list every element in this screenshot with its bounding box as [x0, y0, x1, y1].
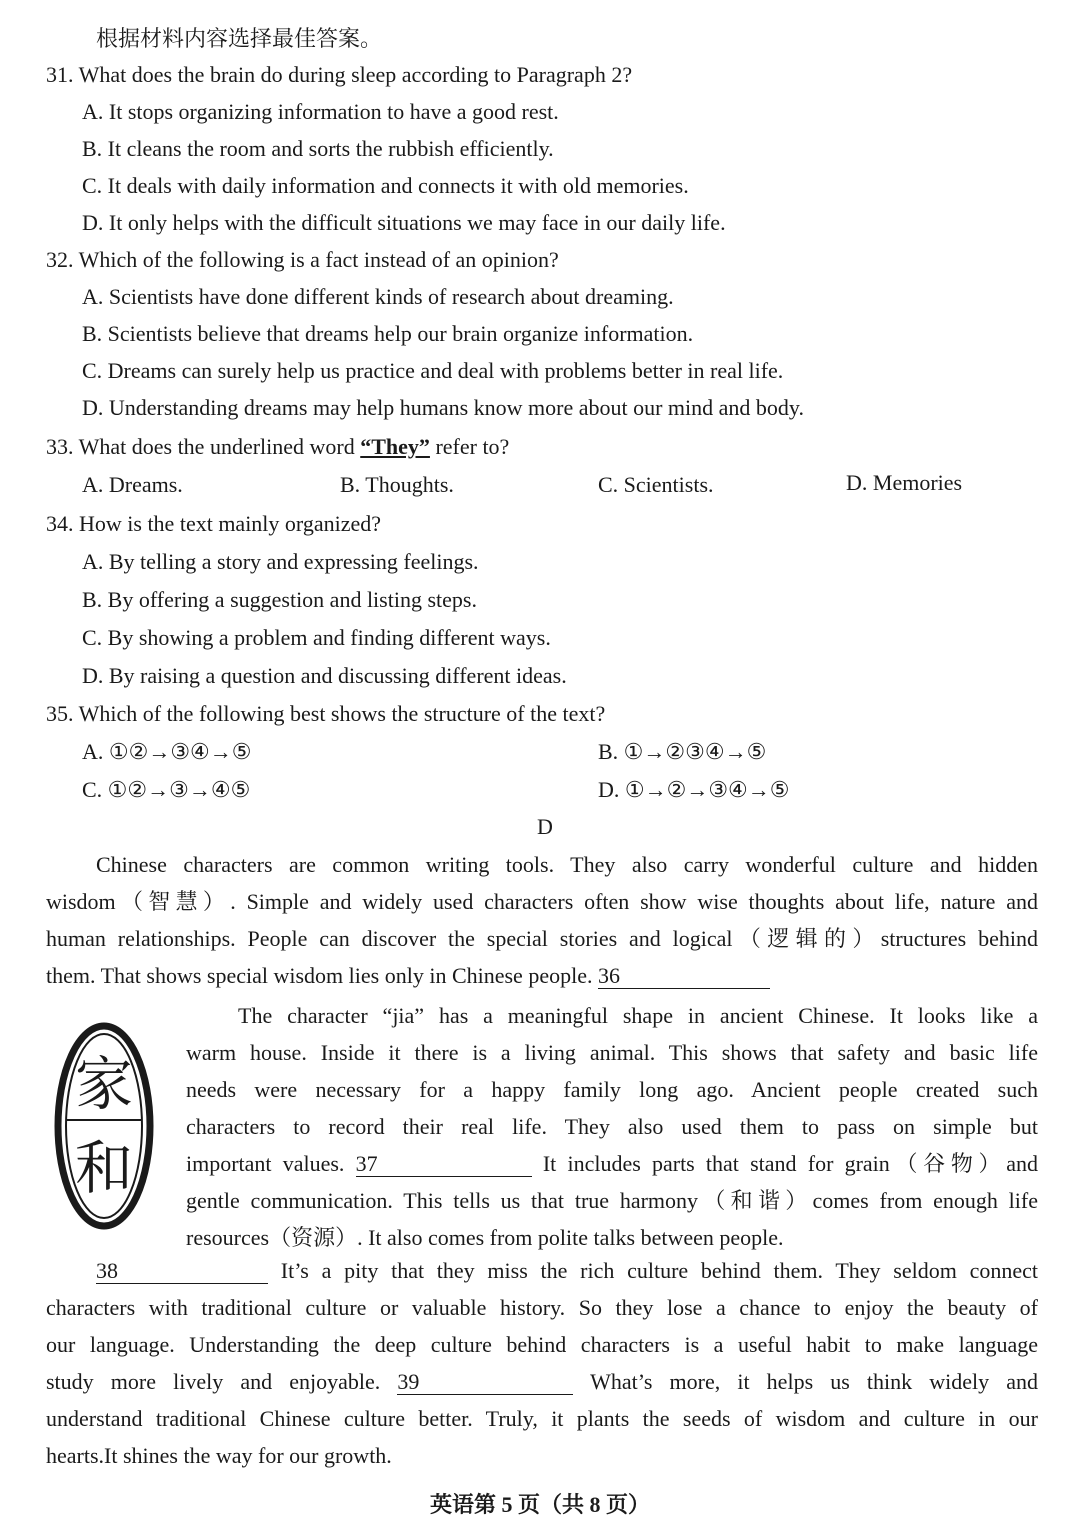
question-33-option-c: C. Scientists. — [598, 472, 714, 497]
passage-paragraph-3 — [46, 1252, 1038, 1474]
blank-37[interactable]: 37 — [356, 1152, 532, 1177]
paragraph-3-line-1-post: It’s a pity that they miss the rich culture behind them. They seldom connect — [280, 1258, 1039, 1283]
question-35-option-d: D. ①→②→③④→⑤ — [598, 777, 790, 802]
question-34-option-b: B. By offering a suggestion and listing steps. — [82, 587, 477, 612]
question-33-stem — [46, 432, 509, 462]
paragraph-1-line-3: human relationships. People can discover the special stories and logical（逻辑的）structures behind — [46, 926, 1038, 951]
question-31-option-a: A. It stops organizing information to have a good rest. — [82, 99, 559, 124]
paragraph-2-line-4: characters to record their real life. They also used them to pass on simple but — [186, 1114, 1038, 1139]
question-33-option-a: A. Dreams. — [82, 472, 183, 497]
paragraph-2-line-5-post: It includes parts that stand for grain（谷物）and — [542, 1151, 1039, 1176]
question-31-option-d: D. It only helps with the difficult situations we may face in our daily life. — [82, 210, 726, 235]
seal-char-2: 和 — [74, 1134, 134, 1202]
paragraph-2-line-5-pre: important values. — [186, 1151, 345, 1176]
question-35-option-c: C. ①②→③→④⑤ — [82, 777, 251, 802]
page-footer: 英语第 5 页（共 8 页） — [429, 1492, 650, 1517]
question-35-stem: 35. Which of the following best shows the structure of the text? — [46, 701, 606, 726]
question-31-stem: 31. What does the brain do during sleep according to Paragraph 2? — [46, 62, 633, 87]
instruction: 根据材料内容选择最佳答案。 — [96, 26, 383, 51]
blank-38[interactable]: 38 — [96, 1259, 268, 1284]
question-31-option-c: C. It deals with daily information and connects it with old memories. — [82, 173, 689, 198]
paragraph-2-line-6: gentle communication. This tells us that true harmony（和谐）comes from enough life — [186, 1188, 1038, 1213]
question-34-option-d: D. By raising a question and discussing different ideas. — [82, 663, 567, 688]
seal-char-1: 家 — [74, 1050, 134, 1118]
paragraph-1-line-4-text: them. That shows special wisdom lies only in Chinese people. — [46, 963, 593, 988]
paragraph-2-line-1: The character “jia” has a meaningful shape in ancient Chinese. It looks like a — [238, 1003, 1038, 1028]
question-35-option-a: A. ①②→③④→⑤ — [82, 739, 252, 764]
paragraph-2-line-5 — [186, 1145, 1038, 1182]
paragraph-1-line-2: wisdom（智慧）. Simple and widely used characters often show wise thoughts about life, nature and — [46, 889, 1038, 914]
passage-paragraph-1 — [46, 846, 1038, 994]
jiahe-seal-image — [52, 1020, 156, 1232]
question-32-option-a: A. Scientists have done different kinds of research about dreaming. — [82, 284, 674, 309]
paragraph-3-line-4 — [46, 1363, 1038, 1400]
paragraph-2-line-7: resources（资源）. It also comes from polite talks between people. — [186, 1225, 784, 1250]
section-letter: D — [537, 814, 553, 839]
question-32-option-b: B. Scientists believe that dreams help our brain organize information. — [82, 321, 694, 346]
paragraph-3-line-3: our language. Understanding the deep culture behind characters is a useful habit to make language — [46, 1332, 1038, 1357]
question-33-option-d: D. Memories — [846, 470, 963, 495]
underlined-word: “They” — [360, 434, 430, 459]
question-33-option-b: B. Thoughts. — [340, 472, 454, 497]
question-32-stem: 32. Which of the following is a fact instead of an opinion? — [46, 247, 559, 272]
question-31-option-b: B. It cleans the room and sorts the rubbish efficiently. — [82, 136, 554, 161]
paragraph-3-line-6: hearts.It shines the way for our growth. — [46, 1443, 392, 1468]
question-32-option-c: C. Dreams can surely help us practice and deal with problems better in real life. — [82, 358, 784, 383]
question-32-option-d: D. Understanding dreams may help humans know more about our mind and body. — [82, 395, 804, 420]
paragraph-3-line-4-post: What’s more, it helps us think widely and — [590, 1369, 1039, 1394]
passage-paragraph-2 — [186, 997, 1038, 1256]
paragraph-3-line-2: characters with traditional culture or valuable history. So they lose a chance to enjoy the beauty of — [46, 1295, 1038, 1320]
paragraph-1-line-4 — [46, 957, 1038, 994]
question-33-stem-post: refer to? — [429, 434, 510, 459]
paragraph-3-line-4-pre: study more lively and enjoyable. — [46, 1369, 381, 1394]
question-34-option-a: A. By telling a story and expressing feelings. — [82, 549, 479, 574]
paragraph-2-line-3: needs were necessary for a happy family long ago. Ancient people created such — [186, 1077, 1038, 1102]
question-35-option-b: B. ①→②③④→⑤ — [598, 739, 767, 764]
paragraph-3-line-5: understand traditional Chinese culture better. Truly, it plants the seeds of wisdom and culture in our — [46, 1406, 1038, 1431]
blank-39[interactable]: 39 — [397, 1370, 573, 1395]
paragraph-2-line-2: warm house. Inside it there is a living animal. This shows that safety and basic life — [186, 1040, 1038, 1065]
paragraph-1-line-1: Chinese characters are common writing tools. They also carry wonderful culture and hidden — [96, 852, 1038, 877]
question-34-stem: 34. How is the text mainly organized? — [46, 511, 382, 536]
question-33-stem-pre: 33. What does the underlined word — [46, 434, 361, 459]
paragraph-3-line-1 — [46, 1252, 1038, 1289]
question-34-option-c: C. By showing a problem and finding different ways. — [82, 625, 551, 650]
blank-36[interactable]: 36 — [598, 964, 770, 989]
